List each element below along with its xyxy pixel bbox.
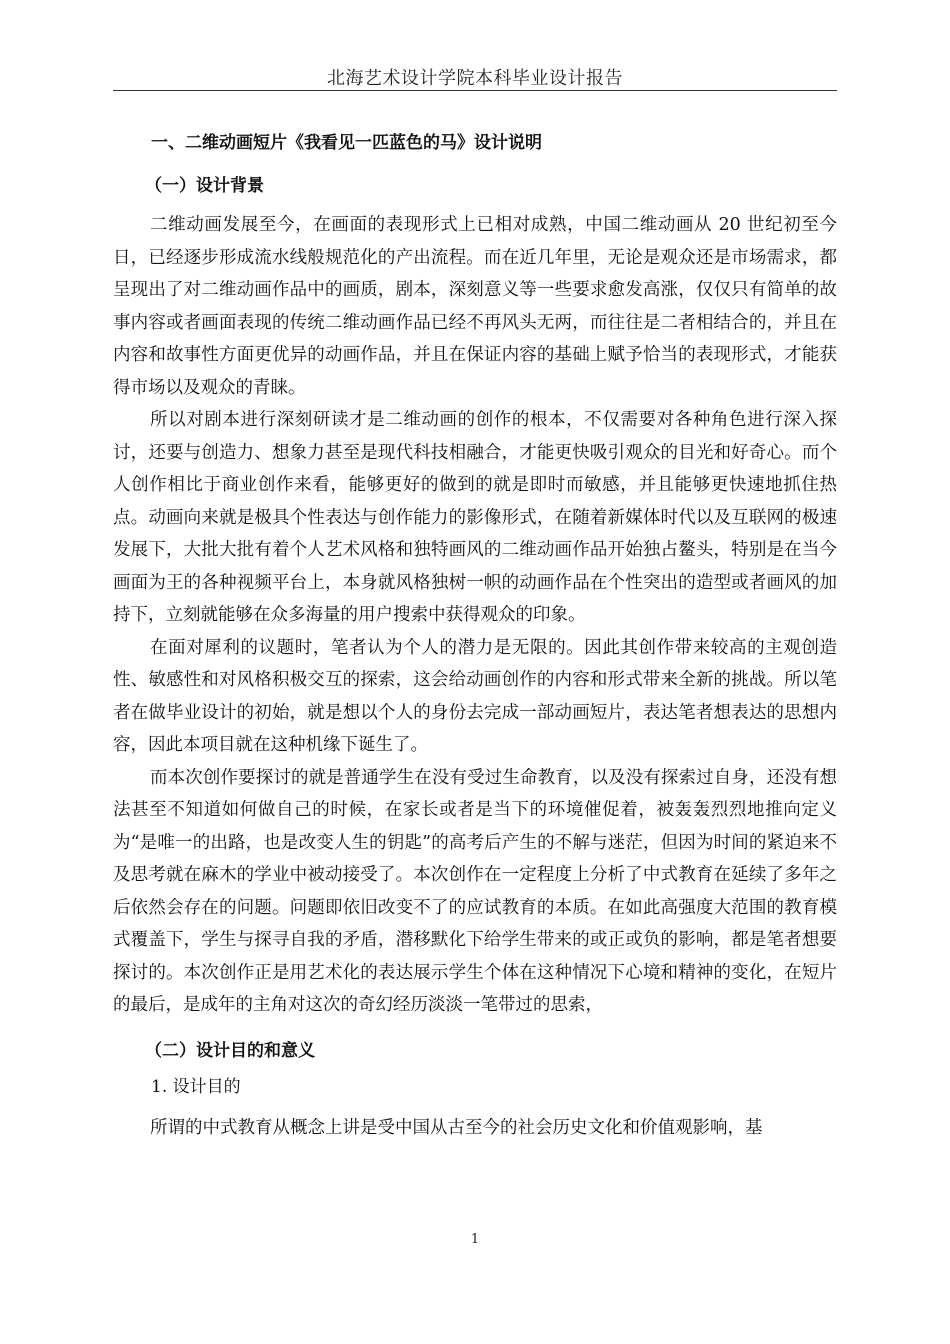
paragraph: 而本次创作要探讨的就是普通学生在没有受过生命教育，以及没有探索过自身，还没有想法甚至不知道如何做自己的时候，在家长或者是当下的环境催促着，被轰轰烈烈地推向定义为“是唯一的出路，也是改变人生的钥匙”的高考后产生的不解与迷茫，但因为时间的紧迫来不及思考就在麻木的学业中被动接受了。本次创作在一定程度上分析了中式教育在延续了多年之后依然会存在的问题。问题即依旧改变不了的应试教育的本质。在如此高强度大范围的教育模式覆盖下，学生与探寻自我的矛盾，潜移默化下给学生带来的或正或负的影响，都是笔者想要探讨的。本次创作正是用艺术化的表达展示学生个体在这种情况下心境和精神的变化，在短片的最后，是成年的主角对这次的奇幻经历淡淡一笔带过的思索， — [113, 767, 837, 1015]
header-divider — [113, 90, 837, 91]
paragraph: 二维动画发展至今，在画面的表现形式上已相对成熟，中国二维动画从 20 世纪初至今日，已经逐步形成流水线般规范化的产出流程。而在近几年里，无论是观众还是市场需求，都呈现出了对二维动画作品中的画质，剧本，深刻意义等一些要求愈发高涨，仅仅只有简单的故事内容或者画面表现的传统二维动画作品已经不再风头无两，而往往是二者相结合的，并且在内容和故事性方面更优异的动画作品，并且在保证内容的基础上赋予恰当的表现形式，才能获得市场以及观众的青睐。 — [113, 215, 837, 398]
paragraph: 所以对剧本进行深刻研读才是二维动画的创作的根本，不仅需要对各种角色进行深入探讨，还要与创造力、想象力甚至是现代科技相融合，才能更快吸引观众的目光和好奇心。而个人创作相比于商业创作来看，能够更好的做到的就是即时而敏感，并且能够更快速地抓住热点。动画向来就是极具个性表达与创作能力的影像形式，在随着新媒体时代以及互联网的极速发展下，大批大批有着个人艺术风格和独特画风的二维动画作品开始独占鳌头，特别是在当今画面为王的各种视频平台上，本身就风格独树一帜的动画作品在个性突出的造型或者画风的加持下，立刻就能够在众多海量的用户搜索中获得观众的印象。 — [113, 410, 837, 625]
paragraph: 在面对犀利的议题时，笔者认为个人的潜力是无限的。因此其创作带来较高的主观创造性、敏感性和对风格积极交互的探索，这会给动画创作的内容和形式带来全新的挑战。所以笔者在做毕业设计的初始，就是想以个人的身份去完成一部动画短片，表达笔者想表达的思想内容，因此本项目就在这种机缘下诞生了。 — [113, 637, 837, 755]
section-title: 一、二维动画短片《我看见一匹蓝色的马》设计说明 — [151, 133, 542, 153]
page-number: 1 — [470, 1232, 480, 1247]
subsection-title-purpose: （二）设计目的和意义 — [145, 1040, 315, 1061]
subsection-title-background: （一）设计背景 — [145, 176, 264, 196]
paragraph: 所谓的中式教育从概念上讲是受中国从古至今的社会历史文化和价值观影响，基 — [150, 1117, 763, 1138]
document-body — [113, 127, 837, 1144]
page-header: 北海艺术设计学院本科毕业设计报告 — [327, 68, 623, 89]
item-title-purpose: 1. 设计目的 — [151, 1076, 241, 1097]
